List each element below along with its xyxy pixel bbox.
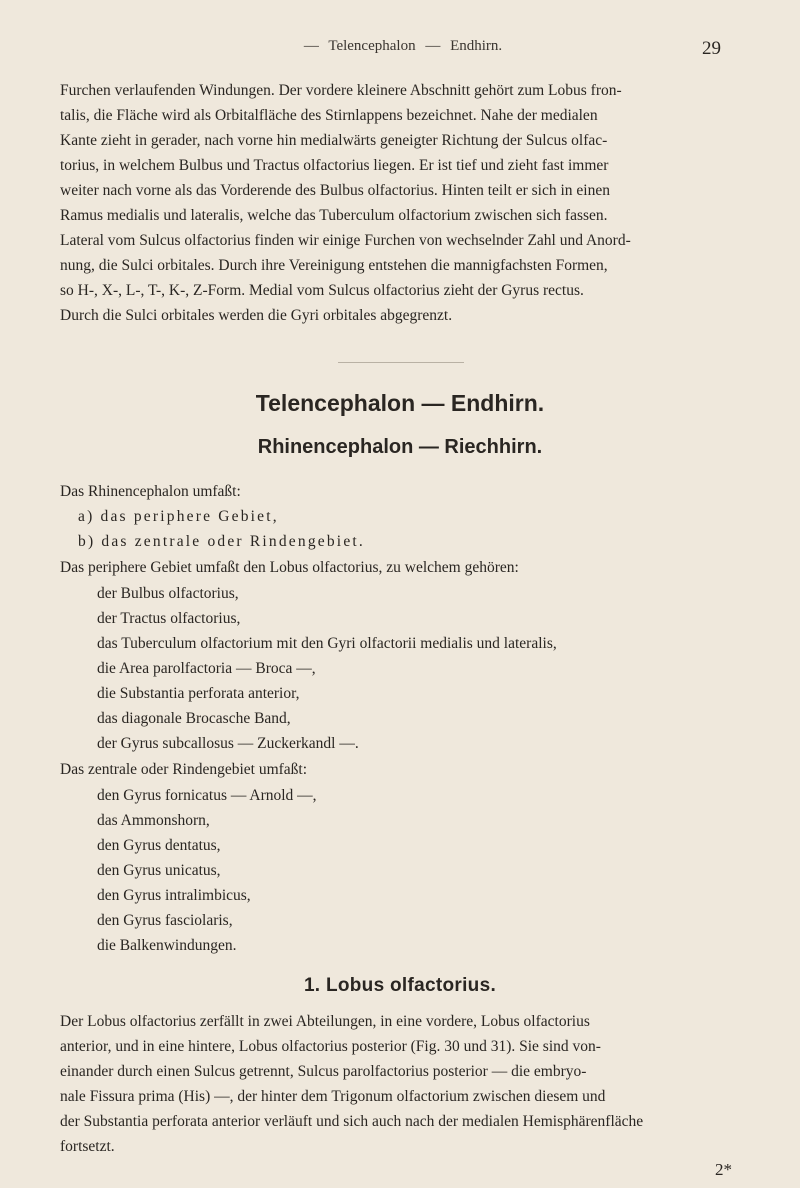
- list-item: den Gyrus dentatus,: [97, 837, 221, 854]
- page-number: 29: [702, 38, 721, 59]
- list-item: das diagonale Brocasche Band,: [97, 710, 291, 727]
- text-line: der Substantia perforata anterior verläuft und sich auch nach der medialen Hemisphärenfläche: [60, 1113, 644, 1130]
- header-right: Endhirn.: [450, 38, 503, 54]
- text-line: Lateral vom Sulcus olfactorius finden wir einige Furchen von wechselnder Zahl und Anord-: [60, 232, 631, 249]
- chapter-subtitle: Rhinencephalon — Riechhirn.: [257, 436, 543, 458]
- list-item: den Gyrus unicatus,: [97, 862, 221, 879]
- list-item: den Gyrus fornicatus — Arnold —,: [97, 787, 317, 804]
- list-item: der Gyrus subcallosus — Zuckerkandl —.: [97, 735, 359, 752]
- header-dash: —: [425, 38, 441, 54]
- list-item: das Ammonshorn,: [97, 812, 210, 829]
- list-item: den Gyrus fasciolaris,: [97, 912, 233, 929]
- list-item: die Substantia perforata anterior,: [97, 685, 300, 702]
- list-item: a) das periphere Gebiet,: [78, 508, 279, 525]
- list-item: die Balkenwindungen.: [97, 937, 237, 954]
- header-dash: —: [303, 38, 319, 54]
- list-item: b) das zentrale oder Rindengebiet.: [78, 533, 365, 550]
- text-line: nung, die Sulci orbitales. Durch ihre Vereinigung entstehen die mannigfachsten Formen,: [60, 257, 608, 274]
- text-line: nale Fissura prima (His) —, der hinter dem Trigonum olfactorium zwischen diesem und: [60, 1088, 606, 1105]
- text-line: Das periphere Gebiet umfaßt den Lobus olfactorius, zu welchem gehören:: [60, 559, 519, 576]
- list-item: der Tractus olfactorius,: [97, 610, 241, 627]
- text-line: talis, die Fläche wird als Orbitalfläche des Stirnlappens bezeichnet. Nahe der medialen: [60, 107, 598, 124]
- text-line: anterior, und in eine hintere, Lobus olfactorius posterior (Fig. 30 und 31). Sie sind von-: [60, 1038, 601, 1055]
- section-title: 1. Lobus olfactorius.: [303, 975, 497, 996]
- text-line: Ramus medialis und lateralis, welche das Tuberculum olfactorium zwischen sich fassen.: [60, 207, 608, 224]
- text-line: einander durch einen Sulcus getrennt, Sulcus parolfactorius posterior — die embryo-: [60, 1063, 587, 1080]
- text-line: weiter nach vorne als das Vorderende des Bulbus olfactorius. Hinten teilt er sich in einen: [60, 182, 610, 199]
- text-line: Das Rhinencephalon umfaßt:: [60, 483, 241, 500]
- text-line: Der Lobus olfactorius zerfällt in zwei Abteilungen, in eine vordere, Lobus olfactorius: [60, 1013, 590, 1030]
- signature-mark: 2*: [715, 1160, 732, 1179]
- list-item: den Gyrus intralimbicus,: [97, 887, 251, 904]
- section-divider: [338, 362, 464, 363]
- text-line: Durch die Sulci orbitales werden die Gyri orbitales abgegrenzt.: [60, 307, 453, 324]
- chapter-title: Telencephalon — Endhirn.: [255, 390, 545, 416]
- text-line: fortsetzt.: [60, 1138, 115, 1155]
- header-left: Telencephalon: [328, 38, 416, 54]
- text-line: Furchen verlaufenden Windungen. Der vordere kleinere Abschnitt gehört zum Lobus fron-: [60, 82, 622, 99]
- text-line: so H-, X-, L-, T-, K-, Z-Form. Medial vom Sulcus olfactorius zieht der Gyrus rectus.: [60, 282, 584, 299]
- list-item: der Bulbus olfactorius,: [97, 585, 239, 602]
- list-item: die Area parolfactoria — Broca —,: [97, 660, 316, 677]
- text-line: torius, in welchem Bulbus und Tractus olfactorius liegen. Er ist tief und zieht fast immer: [60, 157, 609, 174]
- text-line: Das zentrale oder Rindengebiet umfaßt:: [60, 761, 308, 778]
- running-header: [0, 38, 800, 62]
- text-line: Kante zieht in gerader, nach vorne hin medialwärts geneigter Richtung der Sulcus olfac-: [60, 132, 608, 149]
- list-item: das Tuberculum olfactorium mit den Gyri olfactorii medialis und lateralis,: [97, 635, 557, 652]
